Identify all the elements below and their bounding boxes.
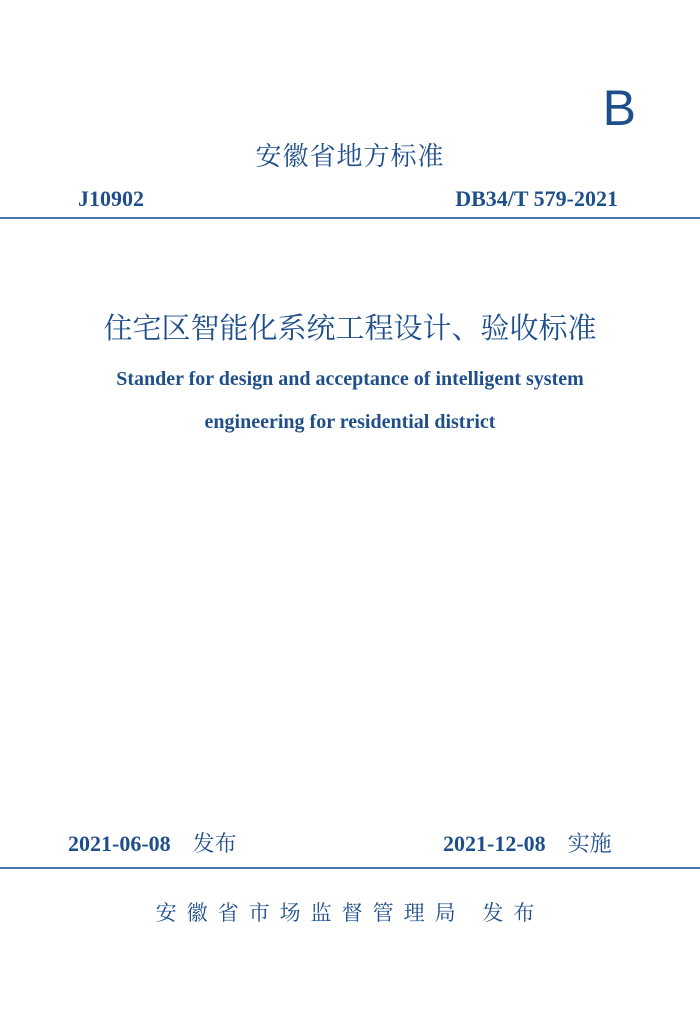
publish-date: 2021-06-08: [68, 831, 171, 856]
standard-type-heading: 安徽省地方标准: [255, 142, 445, 172]
document-title-english-line-2: engineering for residential district: [204, 411, 496, 433]
top-divider: [0, 217, 700, 219]
publish-date-block: [68, 829, 237, 860]
standard-code: DB34/T 579-2021: [455, 186, 618, 211]
implement-label: 实施: [567, 832, 612, 857]
category-letter: B: [602, 80, 636, 136]
bottom-divider: [0, 867, 700, 869]
publish-label: 发布: [192, 832, 237, 857]
document-title-chinese: 住宅区智能化系统工程设计、验收标准: [103, 311, 597, 345]
implement-date: 2021-12-08: [443, 831, 546, 856]
record-number: J10902: [78, 186, 144, 211]
issuing-authority: 安徽省市场监督管理局 发布: [155, 901, 545, 925]
document-title-english-line-1: Stander for design and acceptance of intelligent system: [116, 368, 584, 390]
implement-date-block: [443, 829, 612, 860]
